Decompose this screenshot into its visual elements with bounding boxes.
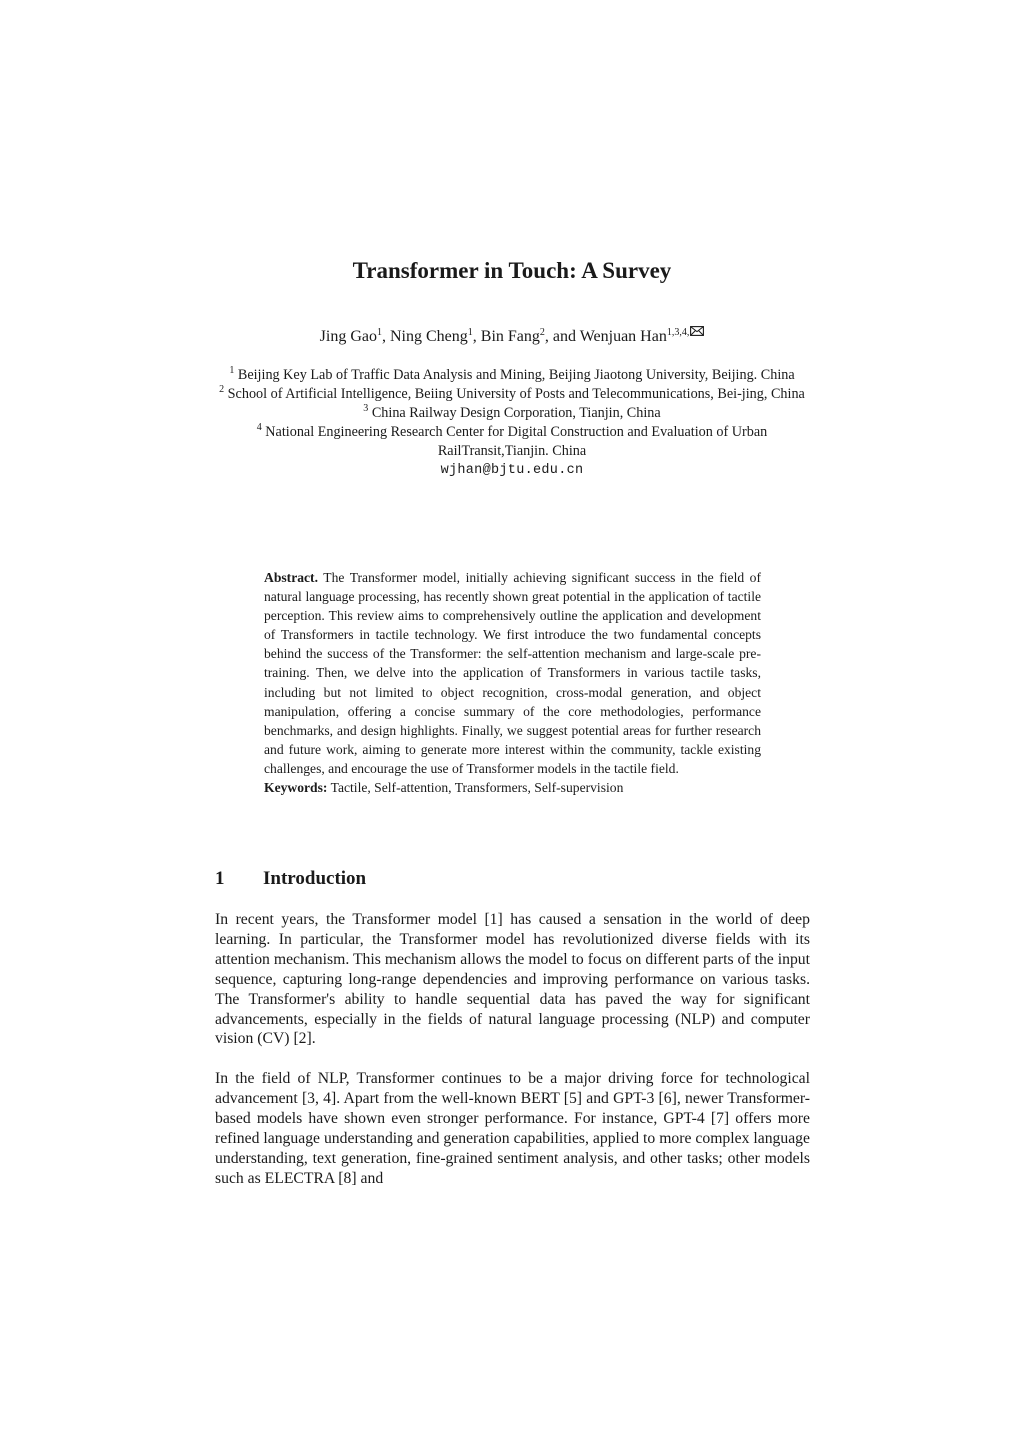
keywords-text: Tactile, Self-attention, Transformers, Self-supervision [330, 780, 624, 796]
section-heading [215, 866, 815, 892]
introduction-body [215, 910, 810, 1209]
author-name: Wenjuan Han [579, 328, 667, 345]
affiliation-item [212, 366, 812, 385]
affiliation-marker: 4 [256, 422, 262, 434]
affiliation-marker: 1 [229, 365, 235, 376]
affiliation-text: School of Artificial Intelligence, Beiing University of Posts and Telecommunications, Bei-jing, China [227, 386, 805, 403]
paper-title: Transformer in Touch: A Survey [352, 258, 672, 283]
author-affiliation-marker: 1 [376, 327, 382, 338]
author-name: Ning Cheng [389, 328, 468, 345]
author-separator: , [472, 328, 481, 345]
abstract-paragraph [264, 568, 761, 778]
author-name: Bin Fang [480, 328, 540, 345]
affiliation-marker: 3 [363, 403, 369, 415]
affiliation-item [212, 404, 812, 423]
affiliation-marker: 2 [219, 384, 225, 396]
affiliation-text: National Engineering Research Center for Digital Construction and Evaluation of Urban RailTransit,Tianjin. China [265, 424, 768, 460]
affiliation-list [212, 366, 812, 481]
affiliation-text: China Railway Design Corporation, Tianjin, China [371, 405, 661, 422]
keywords-label: Keywords: [264, 780, 328, 796]
body-paragraph: In the field of NLP, Transformer continues to be a major driving force for technological advancement [3, 4]. Apart from the well-known BERT [5] and GPT-3 [6], newer Transformer-based models have shown even stronger performance. For instance, GPT-4 [7] offers more refined language understanding and generation capabilities, applied to more complex language understanding, text generation, fine-grained sentiment analysis, and other tasks; other models such as ELECTRA [8] and [215, 1070, 810, 1187]
author-list [0, 326, 1024, 348]
affiliation-item [212, 385, 812, 404]
abstract-label: Abstract. [264, 570, 318, 585]
keywords-line [264, 778, 761, 797]
section-number: 1 [215, 868, 225, 889]
author-separator: , [381, 328, 390, 345]
abstract-text: The Transformer model, initially achieving significant success in the field of natural language processing, has recently shown great potential in the application of tactile perception. This review aims to comprehensively outline the application and development of Transformers in tactile technology. We first introduce the two fundamental concepts behind the success of the Transformer: the self-attention mechanism and large-scale pre-training. Then, we delve into the application of Transformers in various tactile tasks, including but not limited to object recognition, cross-modal generation, and object manipulation, offering a concise summary of the core methodologies, performance benchmarks, and design highlights. Finally, we suggest potential areas for further research and future work, aiming to generate more interest within the community, tackle existing challenges, and encourage the use of Transformer models in the tactile field. [264, 570, 762, 776]
corresponding-email[interactable]: wjhan@bjtu.edu.cn [440, 463, 584, 479]
affiliation-item [212, 423, 812, 461]
abstract-block [264, 568, 761, 797]
section-title: Introduction [263, 868, 367, 889]
body-paragraph: In recent years, the Transformer model [1] has caused a sensation in the world of deep learning. In particular, the Transformer model has revolutionized diverse fields with its attention mechanism. This mechanism allows the model to focus on different parts of the input sequence, capturing long-range dependencies and improving performance on various tasks. The Transformer's ability to handle sequential data has paved the way for significant advancements, especially in the fields of natural language processing (NLP) and computer vision (CV) [2]. [215, 911, 810, 1048]
envelope-icon [690, 326, 704, 336]
author-separator: , and [544, 328, 580, 345]
author-affiliation-marker: 2 [539, 327, 545, 338]
author-affiliation-marker: 1 [467, 327, 473, 338]
author-name: Jing Gao [319, 328, 377, 345]
author-affiliation-marker: 1,3,4, [666, 327, 690, 338]
affiliation-text: Beijing Key Lab of Traffic Data Analysis and Mining, Beijing Jiaotong University, Beijing. China [237, 367, 795, 383]
